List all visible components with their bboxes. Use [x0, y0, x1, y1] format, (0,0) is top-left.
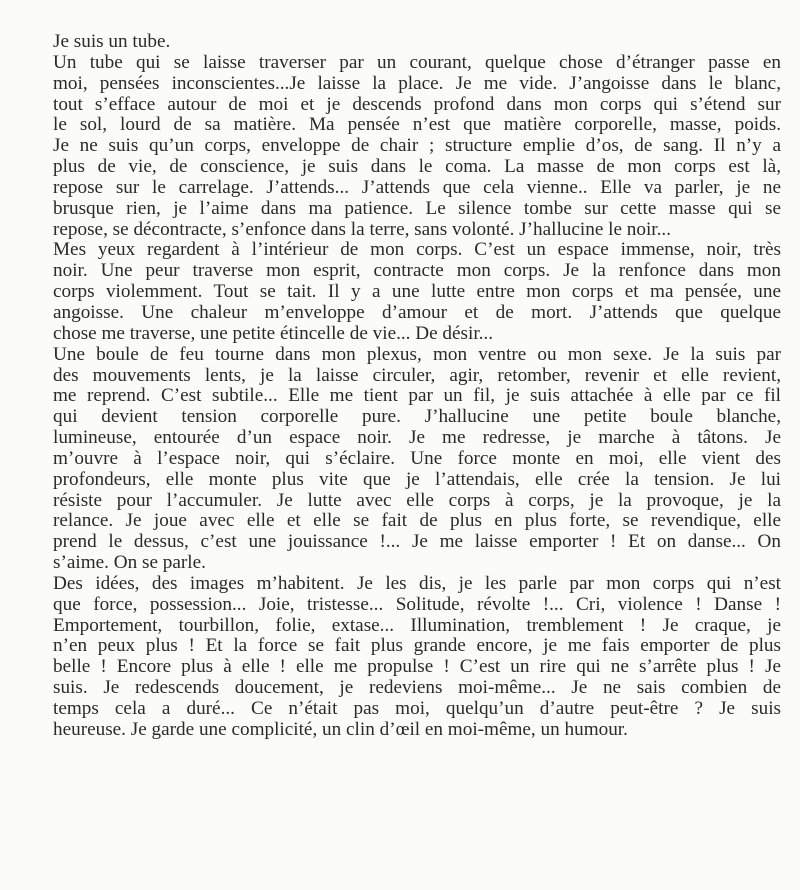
text-line: repose sur le carrelage. J’attends... J’attends que cela vienne.. Elle va parler, je ne — [53, 176, 781, 198]
text-line: lumineuse, entourée d’un espace noir. Je me redresse, je marche à tâtons. Je — [53, 427, 781, 449]
text-line: Emportement, tourbillon, folie, extase... Illumination, tremblement ! Je craque, je — [53, 614, 781, 636]
text-line: que force, possession... Joie, tristesse... Solitude, révolte !... Cri, violence ! Danse ! — [53, 593, 781, 615]
text-line: des mouvements lents, je la laisse circuler, agir, retomber, revenir et elle revient, — [53, 364, 781, 386]
text-line: Mes yeux regardent à l’intérieur de mon corps. C’est un espace immense, noir, très — [53, 239, 781, 261]
text-line: Un tube qui se laisse traverser par un courant, quelque chose d’étranger passe en — [53, 51, 781, 73]
text-line: profondeurs, elle monte plus vite que je l’attendais, elle crée la tension. Je lui — [53, 468, 781, 490]
text-line: chose me traverse, une petite étincelle de vie... De désir... — [53, 322, 494, 344]
text-line: brusque rien, je l’aime dans ma patience. Le silence tombe sur cette masse qui se — [53, 197, 781, 219]
text-line: qui devient tension corporelle pure. J’hallucine une petite boule blanche, — [53, 406, 781, 428]
text-line: n’en peux plus ! Et la force se fait plus grande encore, je me fais emporter de plus — [53, 635, 781, 657]
text-line: le sol, lourd de sa matière. Ma pensée n’est que matière corporelle, masse, poids. — [53, 114, 781, 136]
text-line: belle ! Encore plus à elle ! elle me propulse ! C’est un rire qui ne s’arrête plus ! Je — [53, 656, 781, 678]
text-line: heureuse. Je garde une complicité, un clin d’œil en moi-même, un humour. — [53, 718, 628, 740]
text-line: angoisse. Une chaleur m’enveloppe d’amour et de mort. J’attends que quelque — [53, 301, 781, 323]
text-line: Une boule de feu tourne dans mon plexus, mon ventre ou mon sexe. Je la suis par — [53, 343, 781, 365]
text-line: moi, pensées inconscientes...Je laisse la place. Je me vide. J’angoisse dans le blanc, — [53, 72, 781, 94]
text-line: Je ne suis qu’un corps, enveloppe de chair ; structure emplie d’os, de sang. Il n’y a — [53, 135, 781, 157]
text-line: Des idées, des images m’habitent. Je les dis, je les parle par mon corps qui n’est — [53, 572, 781, 594]
text-line: relance. Je joue avec elle et elle se fait de plus en plus forte, se revendique, elle — [53, 510, 781, 532]
text-line: me reprend. C’est subtile... Elle me tient par un fil, je suis attachée à elle par ce fil — [53, 385, 781, 407]
text-line: temps cela a duré... Ce n’était pas moi, quelqu’un d’autre peut-être ? Je suis — [53, 698, 781, 719]
text-line: repose, se décontracte, s’enfonce dans la terre, sans volonté. J’hallucine le noir... — [53, 218, 672, 240]
text-line: s’aime. On se parle. — [53, 552, 206, 574]
text-line: prend le dessus, c’est une jouissance !... Je me laisse emporter ! Et on danse... On — [53, 531, 781, 553]
text-line: plus de vie, de conscience, je suis dans le coma. La masse de mon corps est là, — [53, 156, 781, 178]
text-line: corps violemment. Tout se tait. Il y a une lutte entre mon corps et ma pensée, une — [53, 281, 781, 303]
text-line: Je suis un tube. — [53, 31, 171, 52]
text-line: m’ouvre à l’espace noir, qui s’éclaire. Une force monte en moi, elle vient des — [53, 447, 781, 469]
text-line: résiste pour l’accumuler. Je lutte avec elle corps à corps, je la provoque, je la — [53, 489, 781, 511]
text-line: tout s’efface autour de moi et je descends profond dans mon corps qui s’étend sur — [53, 93, 781, 115]
text-line: noir. Une peur traverse mon esprit, contracte mon corps. Je la renfonce dans mon — [53, 260, 781, 282]
text-line: suis. Je redescends doucement, je redeviens moi-même... Je ne sais combien de — [53, 677, 781, 699]
